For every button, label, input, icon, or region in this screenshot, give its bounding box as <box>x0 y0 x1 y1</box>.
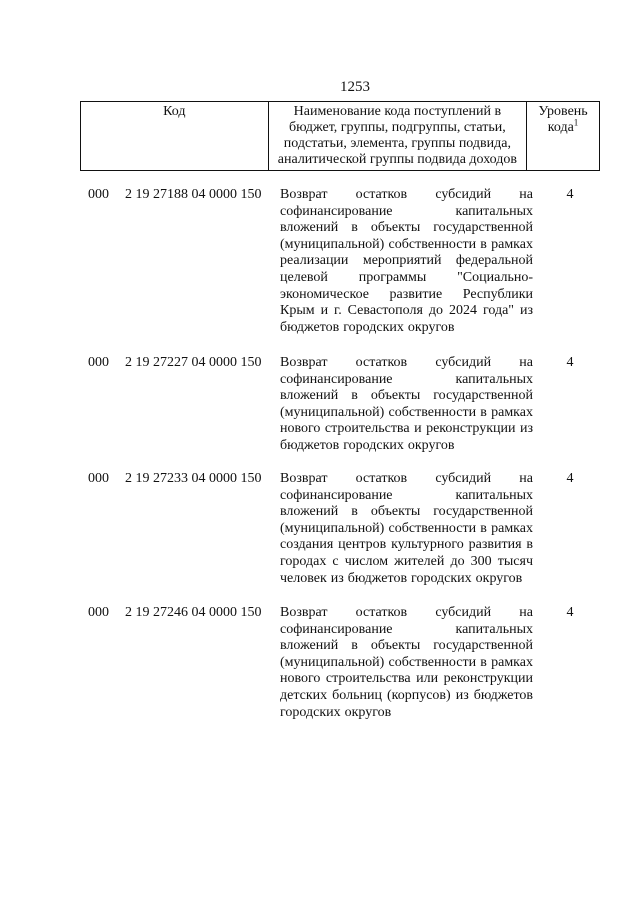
row-revenue-code: 2 19 27246 04 0000 150 <box>125 605 262 620</box>
row-description: Возврат остатков субсидий на софинансирование капитальных вложений в объекты государственной (муниципальной) собственности в рамках создания центров культурного развития в городах с числом жителей до 300 тысяч человек из бюджетов городских округов <box>280 471 533 586</box>
row-admin-code: 000 <box>88 605 109 620</box>
row-revenue-code: 2 19 27233 04 0000 150 <box>125 471 262 486</box>
row-revenue-code: 2 19 27227 04 0000 150 <box>125 355 262 370</box>
header-name-cell <box>268 102 526 171</box>
table-header <box>80 101 600 171</box>
header-code-label: Код <box>163 104 186 119</box>
row-level: 4 <box>566 605 574 620</box>
row-level: 4 <box>566 471 574 486</box>
page-number: 1253 <box>340 79 370 95</box>
header-name-label: Наименование кода поступлений в бюджет, группы, подгруппы, статьи, подстатьи, элемента, группы подвида, аналитической группы подвида доходов <box>277 104 517 167</box>
header-level-footnote: 1 <box>573 117 579 128</box>
row-revenue-code: 2 19 27188 04 0000 150 <box>125 187 262 202</box>
row-level: 4 <box>566 187 574 202</box>
row-description: Возврат остатков субсидий на софинансирование капитальных вложений в объекты государственной (муниципальной) собственности в рамках нового строительства и реконструкции из бюджетов городских округов <box>280 355 533 453</box>
row-description: Возврат остатков субсидий на софинансирование капитальных вложений в объекты государственной (муниципальной) собственности в рамках нового строительства или реконструкции детских больниц (корпусов) из бюджетов городских округов <box>280 605 533 720</box>
row-admin-code: 000 <box>88 355 109 370</box>
row-admin-code: 000 <box>88 471 109 486</box>
row-admin-code: 000 <box>88 187 109 202</box>
header-level-cell <box>527 102 600 171</box>
row-level: 4 <box>566 355 574 370</box>
header-code-cell <box>81 102 269 171</box>
row-description: Возврат остатков субсидий на софинансирование капитальных вложений в объекты государственной (муниципальной) собственности в рамках реализации мероприятий федеральной целевой программы "Социально-экономическое развитие Республики Крым и г. Севастополя до 2024 года" из бюджетов городских округов <box>280 187 533 335</box>
header-level-label: Уровень кода <box>538 104 588 135</box>
